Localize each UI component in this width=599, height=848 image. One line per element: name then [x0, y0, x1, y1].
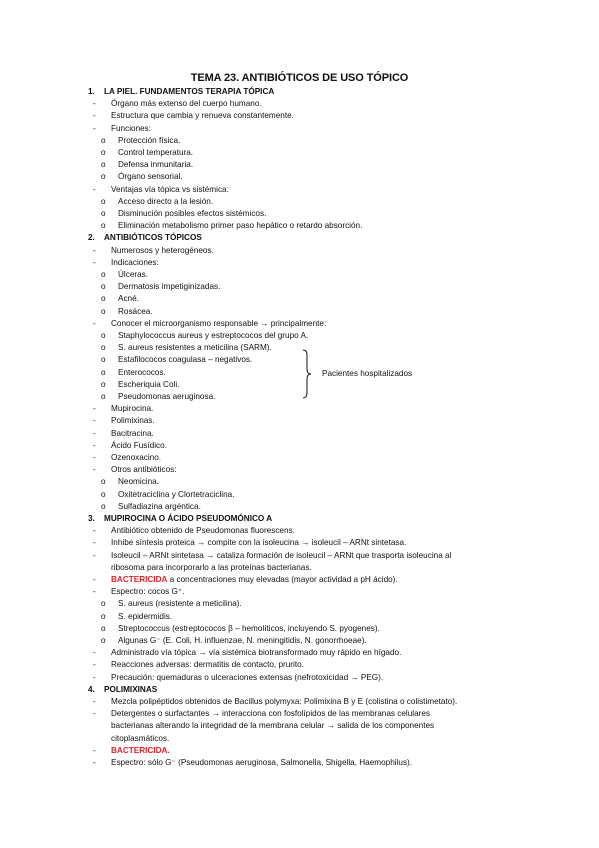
- line-text: Streptococcus (estreptococos β – hemolíticos, incluyendo S. pyogenes).: [118, 623, 380, 633]
- list-marker: -: [93, 538, 96, 548]
- list-marker: -: [93, 709, 96, 719]
- line-text: Polimixinas.: [111, 416, 155, 426]
- list-marker: 2.: [88, 233, 95, 243]
- line-text: Defensa inmunitaria.: [118, 160, 194, 170]
- line-text: Eliminación metabolismo primer paso hepático o retardo absorción.: [118, 221, 363, 231]
- list-marker: o: [101, 270, 106, 279]
- list-marker: o: [101, 331, 106, 340]
- list-marker: o: [101, 294, 106, 304]
- list-marker: o: [101, 599, 106, 609]
- line-text: citoplasmáticos.: [111, 733, 170, 743]
- line-text: MUPIROCINA O ÁCIDO PSEUDOMÓNICO A: [104, 514, 273, 523]
- line-text: ANTIBIÓTICOS TÓPICOS: [104, 233, 202, 243]
- line-text: POLIMIXINAS: [104, 684, 158, 694]
- line-text: Estructura que cambia y renueva constantemente.: [111, 111, 294, 121]
- line-text: Órgano más extenso del cuerpo humano.: [111, 99, 262, 109]
- line-text: Bacitracina.: [111, 428, 154, 438]
- list-marker: o: [101, 135, 106, 145]
- list-marker: -: [93, 428, 96, 438]
- line-text: Control temperatura.: [118, 148, 194, 157]
- list-marker: -: [93, 404, 96, 414]
- list-marker: -: [93, 465, 96, 475]
- list-marker: -: [93, 648, 96, 658]
- list-marker: -: [93, 697, 96, 706]
- line-text: Disminución posibles efectos sistémicos.: [118, 209, 267, 218]
- line-text: Escheriquia Coli.: [118, 379, 180, 389]
- list-marker: -: [93, 318, 96, 328]
- line-text: Detergentes o surfactantes → interacciona con fosfolípidos de las membranas celulares: [111, 709, 431, 719]
- line-text: Acceso directo a la lesión.: [118, 196, 214, 206]
- line-text: Otros antibióticos:: [111, 465, 177, 475]
- list-marker: 3.: [88, 514, 95, 523]
- line-text: Mezcla polipéptidos obtenidos de Bacillus polymyxa: Polimixina B y E (colistina o colistimetato).: [111, 697, 458, 706]
- list-marker: -: [93, 453, 96, 462]
- list-marker: -: [93, 526, 96, 536]
- list-marker: -: [93, 745, 96, 755]
- list-marker: -: [93, 99, 96, 109]
- line-text: Staphylococcus aureus y estreptococos del grupo A.: [118, 331, 309, 340]
- list-marker: o: [101, 343, 106, 353]
- line-text: Antibiótico obtenido de Pseudomonas fluorescens.: [111, 526, 295, 536]
- list-marker: 4.: [88, 684, 95, 694]
- brace-icon: [303, 349, 311, 399]
- list-marker: -: [93, 245, 96, 255]
- line-text: Ventajas vía tópica vs sistémica:: [111, 184, 229, 194]
- list-marker: -: [93, 416, 96, 426]
- line-text: Mupirocina.: [111, 404, 154, 414]
- line-text: BACTERICIDA: [111, 575, 168, 584]
- list-marker: -: [93, 257, 96, 267]
- line-text: S. aureus resistentes a meticilina (SARM).: [118, 343, 272, 353]
- line-text: Estafilococos coagulasa – negativos.: [118, 355, 253, 365]
- line-text: S. aureus (resistente a meticilina).: [118, 599, 242, 609]
- line-text: BACTERICIDA.: [111, 745, 170, 755]
- list-marker: o: [101, 160, 106, 170]
- line-text: Úlceras.: [118, 270, 149, 279]
- line-text: Reacciones adversas: dermatitis de contacto, prurito.: [111, 660, 304, 670]
- line-text: bacterianas alterando la integridad de la membrana celular → salida de los componentes: [111, 721, 435, 731]
- line-text: Acné.: [118, 294, 139, 304]
- document-title: TEMA 23. ANTIBIÓTICOS DE USO TÓPICO: [190, 72, 409, 84]
- line-text: Pseudomonas aeruginosa.: [118, 392, 216, 401]
- list-marker: o: [101, 355, 106, 365]
- line-text: ribosoma para incorporarlo a las proteínas bacterianas.: [111, 562, 312, 572]
- line-text: Conocer el microorganismo responsable → principalmente:: [111, 318, 327, 328]
- line-text: Neomicina.: [118, 477, 159, 487]
- line-text: Algunas G⁻ (E. Coli, H. influenzae, N. meningitidis, N. gonorrhoeae).: [118, 636, 367, 645]
- list-marker: -: [93, 184, 96, 194]
- line-text: Dermatosis impetiginizadas.: [118, 282, 221, 292]
- list-marker: o: [101, 477, 106, 487]
- line-text: Enterococos.: [118, 367, 166, 377]
- list-marker: o: [101, 611, 106, 621]
- list-marker: o: [101, 306, 106, 316]
- line-text: Espectro: cocos G⁺.: [111, 587, 185, 597]
- line-text: Sulfadiazina argéntica.: [118, 501, 201, 511]
- list-marker: -: [93, 660, 96, 670]
- line-text: Oxitetraciclina y Clortetraciclina.: [118, 489, 235, 499]
- line-text: Funciones:: [111, 123, 152, 133]
- list-marker: o: [101, 148, 106, 157]
- line-text: Espectro: sólo G⁻ (Pseudomonas aeruginosa, Salmonella, Shigella, Haemophilus).: [111, 758, 413, 767]
- list-marker: 1.: [88, 87, 95, 96]
- list-marker: o: [101, 172, 106, 182]
- line-text: Indicaciones:: [111, 257, 159, 267]
- line-text: Ozenoxacino.: [111, 453, 162, 462]
- list-marker: -: [93, 111, 96, 121]
- line-text: Órgano sensorial.: [118, 172, 183, 182]
- line-text: Isoleucil – ARNt sintetasa → cataliza formación de isoleucil – ARNt que trasporta isoleucina al: [111, 550, 452, 560]
- list-marker: o: [101, 636, 106, 645]
- list-marker: o: [101, 221, 106, 231]
- list-marker: o: [101, 196, 106, 206]
- list-marker: -: [93, 672, 96, 682]
- list-marker: -: [93, 587, 96, 597]
- line-text-tail: a concentraciones muy elevadas (mayor actividad a pH ácido).: [167, 575, 398, 584]
- list-marker: o: [101, 489, 106, 499]
- line-text: LA PIEL. FUNDAMENTOS TERAPIA TÓPICA: [104, 87, 275, 96]
- line-text: Administrado vía tópica → vía sistémica biotransformado muy rápido en hígado.: [111, 648, 402, 658]
- brace-label: Pacientes hospitalizados: [322, 369, 413, 378]
- list-marker: o: [101, 392, 106, 401]
- line-text: Rosácea.: [118, 306, 153, 316]
- list-marker: -: [93, 440, 96, 450]
- list-marker: -: [93, 575, 96, 584]
- list-marker: -: [93, 123, 96, 133]
- list-marker: -: [93, 550, 96, 560]
- line-text: Inhibe síntesis proteica → compite con la isoleucina → isoleucil – ARNt sintetasa.: [111, 538, 407, 548]
- list-marker: -: [93, 758, 96, 767]
- list-marker: o: [101, 623, 106, 633]
- list-marker: o: [101, 209, 106, 218]
- list-marker: o: [101, 367, 106, 377]
- list-marker: o: [101, 379, 106, 389]
- line-text: S. epidermidis.: [118, 611, 173, 621]
- list-marker: o: [101, 501, 106, 511]
- line-text: Ácido Fusídico.: [111, 440, 167, 450]
- line-text: Numerosos y heterogéneos.: [111, 245, 214, 255]
- line-text: Precaución: quemaduras o ulceraciones extensas (nefrotoxicidad → PEG).: [111, 672, 384, 682]
- list-marker: o: [101, 282, 106, 292]
- line-text: Protección física.: [118, 135, 181, 145]
